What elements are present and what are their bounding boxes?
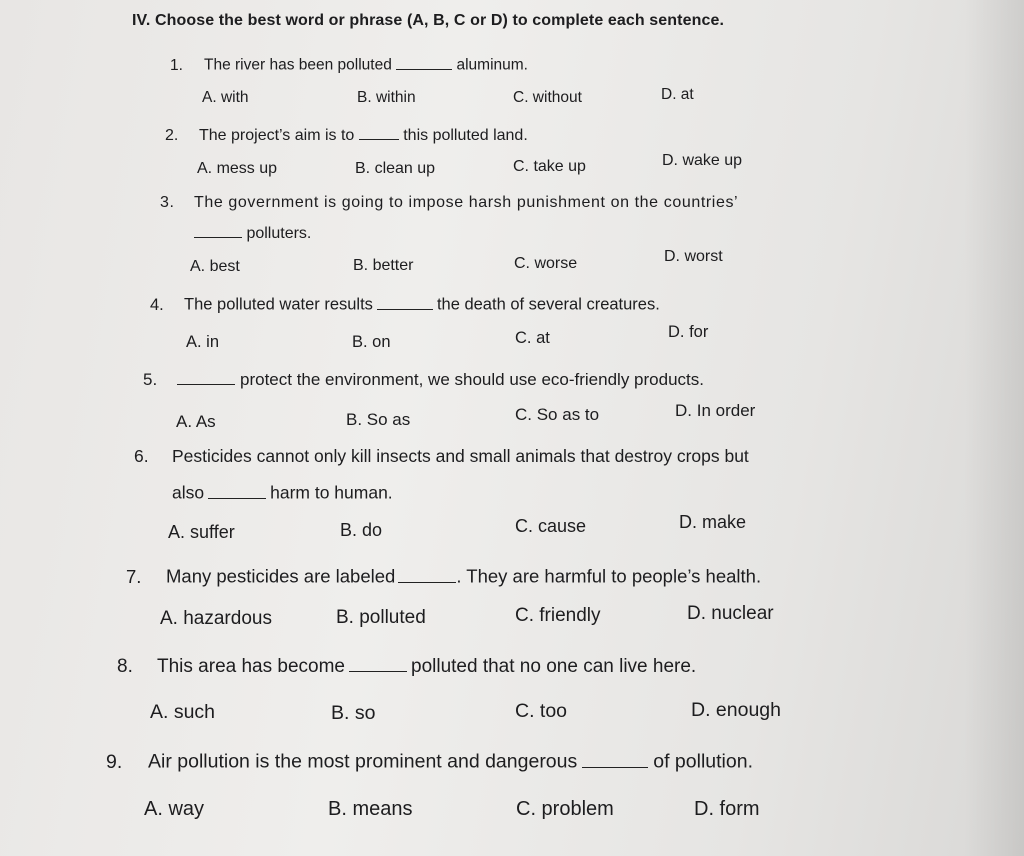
q1-option-d[interactable]: D. at (661, 86, 694, 103)
q2-option-d[interactable]: D. wake up (662, 152, 743, 169)
question-8: 8. This area has become polluted that no one can live here. (117, 652, 696, 678)
q6-option-c[interactable]: C. cause (515, 516, 587, 536)
q1-option-c[interactable]: C. without (513, 89, 582, 106)
q5-option-d[interactable]: D. In order (675, 401, 756, 420)
q7-option-a[interactable]: A. hazardous (160, 608, 272, 629)
q3-option-d[interactable]: D. worst (664, 248, 723, 265)
q9-option-c[interactable]: C. problem (516, 798, 614, 820)
q3-option-c[interactable]: C. worse (514, 255, 578, 272)
q5-option-b[interactable]: B. So as (346, 410, 411, 429)
q3-option-b[interactable]: B. better (353, 257, 414, 274)
q6-option-b[interactable]: B. do (340, 520, 383, 540)
q2-option-c[interactable]: C. take up (513, 158, 586, 175)
q9-option-d[interactable]: D. form (694, 798, 760, 820)
q4-option-c[interactable]: C. at (515, 329, 550, 347)
q9-option-a[interactable]: A. way (144, 798, 205, 820)
q7-option-b[interactable]: B. polluted (336, 607, 426, 628)
page-shadow (964, 0, 1024, 856)
q7-option-d[interactable]: D. nuclear (687, 603, 774, 624)
q4-option-d[interactable]: D. for (668, 323, 709, 341)
section-heading: IV. Choose the best word or phrase (A, B, C or D) to complete each sentence. (132, 12, 725, 29)
question-6-line2: also harm to human. (172, 480, 393, 504)
q8-option-b[interactable]: B. so (331, 702, 376, 724)
question-3-line2: polluters. (194, 221, 311, 243)
q2-option-a[interactable]: A. mess up (197, 160, 278, 177)
q8-option-c[interactable]: C. too (515, 700, 568, 722)
q5-option-c[interactable]: C. So as to (515, 405, 600, 424)
q8-option-a[interactable]: A. such (150, 701, 216, 723)
question-4: 4. The polluted water results the death of several creatures. (150, 292, 660, 315)
q3-option-a[interactable]: A. best (190, 258, 240, 275)
q4-option-a[interactable]: A. in (186, 333, 220, 351)
question-5: 5. protect the environment, we should use eco-friendly products. (143, 367, 704, 390)
q1-option-b[interactable]: B. within (357, 89, 416, 106)
question-1: 1. The river has been polluted aluminum. (170, 53, 528, 75)
q2-option-b[interactable]: B. clean up (355, 160, 436, 177)
q4-option-b[interactable]: B. on (352, 333, 391, 351)
question-2: 2. The project’s aim is to this polluted land. (165, 123, 528, 145)
q5-option-a[interactable]: A. As (176, 412, 216, 431)
question-6: 6. Pesticides cannot only kill insects and small animals that destroy crops but (134, 446, 749, 466)
q8-option-d[interactable]: D. enough (691, 699, 781, 721)
q1-option-a[interactable]: A. with (202, 89, 249, 106)
q7-option-c[interactable]: C. friendly (515, 605, 601, 626)
question-9: 9. Air pollution is the most prominent and dangerous of pollution. (106, 747, 753, 774)
question-7: 7. Many pesticides are labeled . They are harmful to people’s health. (126, 563, 761, 588)
q9-option-b[interactable]: B. means (328, 798, 413, 820)
question-3: 3. The government is going to impose harsh punishment on the countries’ (160, 194, 739, 211)
q6-option-a[interactable]: A. suffer (168, 522, 235, 542)
q6-option-d[interactable]: D. make (679, 512, 747, 532)
